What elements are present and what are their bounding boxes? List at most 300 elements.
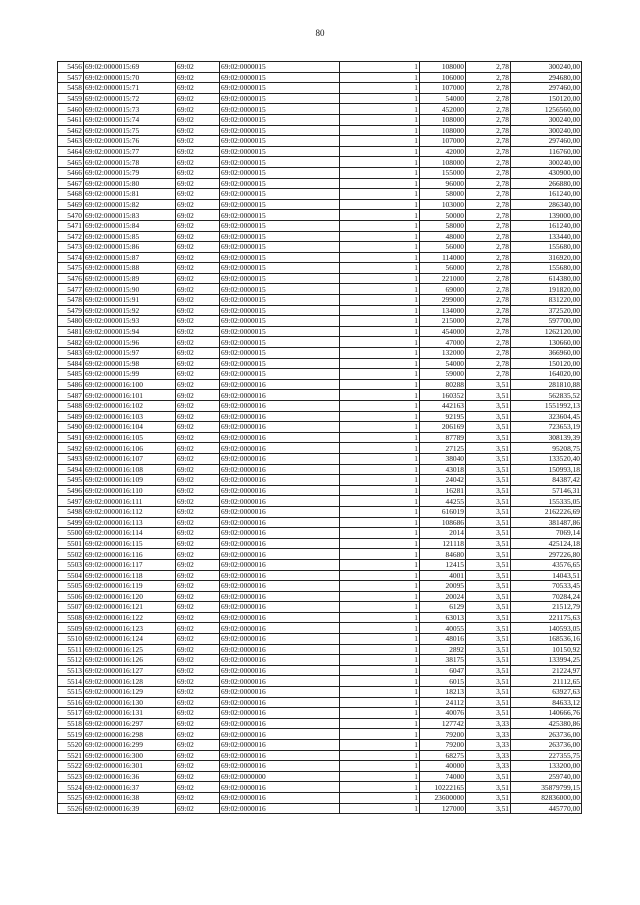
cadastral-number-cell: 69:02:0000016:102 [84, 401, 176, 412]
row-number-cell: 5457 [58, 72, 84, 83]
block-number-cell: 69:02:0000016 [220, 422, 340, 433]
area-cell: 24042 [420, 475, 466, 486]
block-number-cell: 69:02:0000015 [220, 157, 340, 168]
count-cell: 1 [340, 528, 420, 539]
specific-value-cell: 3,33 [466, 761, 511, 772]
area-cell: 108000 [420, 157, 466, 168]
cadastral-number-cell: 69:02:0000016:130 [84, 697, 176, 708]
table-row [58, 506, 582, 517]
specific-value-cell: 3,51 [466, 411, 511, 422]
block-number-cell: 69:02:0000016 [220, 485, 340, 496]
specific-value-cell: 3,51 [466, 570, 511, 581]
cadastral-value-cell: 259740,00 [511, 771, 582, 782]
specific-value-cell: 2,78 [466, 369, 511, 380]
specific-value-cell: 2,78 [466, 167, 511, 178]
block-number-cell: 69:02:0000015 [220, 146, 340, 157]
specific-value-cell: 2,78 [466, 295, 511, 306]
specific-value-cell: 3,51 [466, 390, 511, 401]
row-number-cell: 5474 [58, 252, 84, 263]
district-code-cell: 69:02 [176, 411, 220, 422]
block-number-cell: 69:02:0000015 [220, 326, 340, 337]
specific-value-cell: 3,51 [466, 453, 511, 464]
row-number-cell: 5480 [58, 316, 84, 327]
cadastral-value-cell: 2162226,69 [511, 506, 582, 517]
cadastral-number-cell: 69:02:0000016:125 [84, 644, 176, 655]
row-number-cell: 5484 [58, 358, 84, 369]
row-number-cell: 5499 [58, 517, 84, 528]
row-number-cell: 5470 [58, 210, 84, 221]
area-cell: 452000 [420, 104, 466, 115]
specific-value-cell: 3,51 [466, 517, 511, 528]
specific-value-cell: 2,78 [466, 62, 511, 73]
cadastral-number-cell: 69:02:0000016:111 [84, 496, 176, 507]
table-row [58, 167, 582, 178]
table-row [58, 390, 582, 401]
block-number-cell: 69:02:0000016 [220, 634, 340, 645]
block-number-cell: 69:02:0000016 [220, 623, 340, 634]
block-number-cell: 69:02:0000015 [220, 72, 340, 83]
cadastral-number-cell: 69:02:0000015:80 [84, 178, 176, 189]
district-code-cell: 69:02 [176, 125, 220, 136]
cadastral-number-cell: 69:02:0000016:116 [84, 549, 176, 560]
table-row [58, 782, 582, 793]
cadastral-value-cell: 1551992,13 [511, 401, 582, 412]
cadastral-number-cell: 69:02:0000015:89 [84, 273, 176, 284]
cadastral-value-cell: 57146,31 [511, 485, 582, 496]
table-row [58, 72, 582, 83]
district-code-cell: 69:02 [176, 295, 220, 306]
block-number-cell: 69:02:0000015 [220, 252, 340, 263]
count-cell: 1 [340, 718, 420, 729]
area-cell: 74000 [420, 771, 466, 782]
specific-value-cell: 3,51 [466, 634, 511, 645]
specific-value-cell: 3,51 [466, 401, 511, 412]
district-code-cell: 69:02 [176, 136, 220, 147]
cadastral-number-cell: 69:02:0000016:127 [84, 665, 176, 676]
block-number-cell: 69:02:0000015 [220, 337, 340, 348]
area-cell: 2014 [420, 528, 466, 539]
block-number-cell: 69:02:0000015 [220, 369, 340, 380]
count-cell: 1 [340, 506, 420, 517]
district-code-cell: 69:02 [176, 602, 220, 613]
count-cell: 1 [340, 316, 420, 327]
area-cell: 38175 [420, 655, 466, 666]
row-number-cell: 5495 [58, 475, 84, 486]
cadastral-number-cell: 69:02:0000016:297 [84, 718, 176, 729]
table-row [58, 316, 582, 327]
district-code-cell: 69:02 [176, 761, 220, 772]
row-number-cell: 5521 [58, 750, 84, 761]
cadastral-value-cell: 831220,00 [511, 295, 582, 306]
cadastral-value-cell: 155680,00 [511, 263, 582, 274]
cadastral-value-cell: 133520,40 [511, 453, 582, 464]
cadastral-value-cell: 63927,63 [511, 687, 582, 698]
area-cell: 47000 [420, 337, 466, 348]
count-cell: 1 [340, 782, 420, 793]
area-cell: 54000 [420, 93, 466, 104]
row-number-cell: 5524 [58, 782, 84, 793]
count-cell: 1 [340, 792, 420, 803]
specific-value-cell: 2,78 [466, 104, 511, 115]
block-number-cell: 69:02:0000016 [220, 432, 340, 443]
specific-value-cell: 3,33 [466, 750, 511, 761]
table-row [58, 422, 582, 433]
row-number-cell: 5487 [58, 390, 84, 401]
table-row [58, 369, 582, 380]
table-row [58, 517, 582, 528]
cadastral-number-cell: 69:02:0000015:94 [84, 326, 176, 337]
district-code-cell: 69:02 [176, 72, 220, 83]
table-row [58, 612, 582, 623]
area-cell: 68275 [420, 750, 466, 761]
count-cell: 1 [340, 634, 420, 645]
specific-value-cell: 2,78 [466, 316, 511, 327]
table-row [58, 358, 582, 369]
table-row [58, 220, 582, 231]
specific-value-cell: 3,51 [466, 581, 511, 592]
specific-value-cell: 3,51 [466, 475, 511, 486]
specific-value-cell: 3,51 [466, 485, 511, 496]
count-cell: 1 [340, 655, 420, 666]
cadastral-value-cell: 263736,00 [511, 740, 582, 751]
cadastral-number-cell: 69:02:0000015:74 [84, 114, 176, 125]
count-cell: 1 [340, 348, 420, 359]
cadastral-value-cell: 297460,00 [511, 136, 582, 147]
block-number-cell: 69:02:0000016 [220, 740, 340, 751]
cadastral-value-cell: 372520,00 [511, 305, 582, 316]
block-number-cell: 69:02:0000016 [220, 665, 340, 676]
cadastral-value-cell: 150120,00 [511, 93, 582, 104]
cadastral-value-cell: 133440,00 [511, 231, 582, 242]
area-cell: 454000 [420, 326, 466, 337]
area-cell: 442163 [420, 401, 466, 412]
area-cell: 121118 [420, 538, 466, 549]
cadastral-number-cell: 69:02:0000015:79 [84, 167, 176, 178]
count-cell: 1 [340, 453, 420, 464]
cadastral-number-cell: 69:02:0000015:98 [84, 358, 176, 369]
block-number-cell: 69:02:0000016 [220, 464, 340, 475]
area-cell: 20024 [420, 591, 466, 602]
area-cell: 299000 [420, 295, 466, 306]
block-number-cell: 69:02:0000016 [220, 687, 340, 698]
block-number-cell: 69:02:0000015 [220, 284, 340, 295]
specific-value-cell: 2,78 [466, 125, 511, 136]
district-code-cell: 69:02 [176, 792, 220, 803]
cadastral-value-cell: 139000,00 [511, 210, 582, 221]
page-number: 80 [315, 28, 325, 38]
cadastral-value-cell: 84387,42 [511, 475, 582, 486]
table-row [58, 697, 582, 708]
block-number-cell: 69:02:0000015 [220, 263, 340, 274]
table-row [58, 178, 582, 189]
specific-value-cell: 3,33 [466, 740, 511, 751]
area-cell: 63013 [420, 612, 466, 623]
row-number-cell: 5501 [58, 538, 84, 549]
cadastral-value-cell: 227355,75 [511, 750, 582, 761]
count-cell: 1 [340, 210, 420, 221]
table-row [58, 62, 582, 73]
table-row [58, 570, 582, 581]
district-code-cell: 69:02 [176, 464, 220, 475]
specific-value-cell: 3,51 [466, 655, 511, 666]
area-cell: 12415 [420, 559, 466, 570]
block-number-cell: 69:02:0000016 [220, 528, 340, 539]
cadastral-number-cell: 69:02:0000015:71 [84, 83, 176, 94]
area-cell: 134000 [420, 305, 466, 316]
table-row [58, 634, 582, 645]
area-cell: 4001 [420, 570, 466, 581]
district-code-cell: 69:02 [176, 496, 220, 507]
block-number-cell: 69:02:0000016 [220, 612, 340, 623]
table-row [58, 559, 582, 570]
area-cell: 20095 [420, 581, 466, 592]
count-cell: 1 [340, 729, 420, 740]
district-code-cell: 69:02 [176, 485, 220, 496]
row-number-cell: 5505 [58, 581, 84, 592]
cadastral-value-table [57, 61, 582, 814]
block-number-cell: 69:02:0000015 [220, 210, 340, 221]
area-cell: 42000 [420, 146, 466, 157]
count-cell: 1 [340, 72, 420, 83]
table-row [58, 718, 582, 729]
block-number-cell: 69:02:0000015 [220, 178, 340, 189]
count-cell: 1 [340, 83, 420, 94]
cadastral-value-cell: 10150,92 [511, 644, 582, 655]
table-row [58, 665, 582, 676]
block-number-cell: 69:02:0000016 [220, 761, 340, 772]
count-cell: 1 [340, 93, 420, 104]
cadastral-value-cell: 21112,65 [511, 676, 582, 687]
cadastral-number-cell: 69:02:0000015:90 [84, 284, 176, 295]
cadastral-number-cell: 69:02:0000016:117 [84, 559, 176, 570]
row-number-cell: 5469 [58, 199, 84, 210]
cadastral-value-cell: 21512,79 [511, 602, 582, 613]
row-number-cell: 5473 [58, 242, 84, 253]
row-number-cell: 5513 [58, 665, 84, 676]
count-cell: 1 [340, 422, 420, 433]
block-number-cell: 69:02:0000015 [220, 125, 340, 136]
table-row [58, 549, 582, 560]
cadastral-number-cell: 69:02:0000015:92 [84, 305, 176, 316]
row-number-cell: 5467 [58, 178, 84, 189]
table-row [58, 803, 582, 814]
area-cell: 48000 [420, 231, 466, 242]
cadastral-number-cell: 69:02:0000015:76 [84, 136, 176, 147]
cadastral-number-cell: 69:02:0000016:120 [84, 591, 176, 602]
count-cell: 1 [340, 157, 420, 168]
count-cell: 1 [340, 199, 420, 210]
count-cell: 1 [340, 242, 420, 253]
specific-value-cell: 3,51 [466, 443, 511, 454]
cadastral-number-cell: 69:02:0000016:122 [84, 612, 176, 623]
area-cell: 23600000 [420, 792, 466, 803]
area-cell: 43018 [420, 464, 466, 475]
table-row [58, 83, 582, 94]
area-cell: 206169 [420, 422, 466, 433]
count-cell: 1 [340, 559, 420, 570]
block-number-cell: 69:02:0000016 [220, 591, 340, 602]
specific-value-cell: 2,78 [466, 348, 511, 359]
block-number-cell: 69:02:0000015 [220, 295, 340, 306]
area-cell: 108000 [420, 62, 466, 73]
table-row [58, 295, 582, 306]
count-cell: 1 [340, 295, 420, 306]
table-row [58, 125, 582, 136]
district-code-cell: 69:02 [176, 634, 220, 645]
district-code-cell: 69:02 [176, 803, 220, 814]
area-cell: 92195 [420, 411, 466, 422]
row-number-cell: 5526 [58, 803, 84, 814]
cadastral-number-cell: 69:02:0000015:99 [84, 369, 176, 380]
table-row [58, 771, 582, 782]
block-number-cell: 69:02:0000016 [220, 517, 340, 528]
district-code-cell: 69:02 [176, 443, 220, 454]
district-code-cell: 69:02 [176, 771, 220, 782]
table-row [58, 337, 582, 348]
row-number-cell: 5463 [58, 136, 84, 147]
table-row [58, 644, 582, 655]
cadastral-number-cell: 69:02:0000016:105 [84, 432, 176, 443]
district-code-cell: 69:02 [176, 655, 220, 666]
count-cell: 1 [340, 602, 420, 613]
district-code-cell: 69:02 [176, 369, 220, 380]
specific-value-cell: 3,51 [466, 464, 511, 475]
area-cell: 40055 [420, 623, 466, 634]
row-number-cell: 5476 [58, 273, 84, 284]
cadastral-value-cell: 164020,00 [511, 369, 582, 380]
table-row [58, 581, 582, 592]
table-row [58, 284, 582, 295]
cadastral-number-cell: 69:02:0000016:300 [84, 750, 176, 761]
row-number-cell: 5477 [58, 284, 84, 295]
cadastral-number-cell: 69:02:0000016:121 [84, 602, 176, 613]
table-row [58, 761, 582, 772]
specific-value-cell: 2,78 [466, 358, 511, 369]
count-cell: 1 [340, 252, 420, 263]
cadastral-number-cell: 69:02:0000015:72 [84, 93, 176, 104]
district-code-cell: 69:02 [176, 506, 220, 517]
area-cell: 108686 [420, 517, 466, 528]
cadastral-value-cell: 263736,00 [511, 729, 582, 740]
district-code-cell: 69:02 [176, 665, 220, 676]
cadastral-number-cell: 69:02:0000015:93 [84, 316, 176, 327]
specific-value-cell: 2,78 [466, 337, 511, 348]
area-cell: 221000 [420, 273, 466, 284]
table-row [58, 136, 582, 147]
area-cell: 48016 [420, 634, 466, 645]
table-row [58, 528, 582, 539]
count-cell: 1 [340, 740, 420, 751]
district-code-cell: 69:02 [176, 559, 220, 570]
row-number-cell: 5464 [58, 146, 84, 157]
specific-value-cell: 2,78 [466, 157, 511, 168]
district-code-cell: 69:02 [176, 348, 220, 359]
count-cell: 1 [340, 676, 420, 687]
table-row [58, 538, 582, 549]
cadastral-value-cell: 597700,00 [511, 316, 582, 327]
specific-value-cell: 2,78 [466, 252, 511, 263]
row-number-cell: 5525 [58, 792, 84, 803]
row-number-cell: 5504 [58, 570, 84, 581]
count-cell: 1 [340, 220, 420, 231]
count-cell: 1 [340, 697, 420, 708]
row-number-cell: 5494 [58, 464, 84, 475]
count-cell: 1 [340, 284, 420, 295]
cadastral-value-cell: 281810,88 [511, 379, 582, 390]
area-cell: 107000 [420, 83, 466, 94]
cadastral-number-cell: 69:02:0000016:126 [84, 655, 176, 666]
table-row [58, 146, 582, 157]
table-row [58, 104, 582, 115]
block-number-cell: 69:02:0000016 [220, 655, 340, 666]
block-number-cell: 69:02:0000015 [220, 83, 340, 94]
district-code-cell: 69:02 [176, 581, 220, 592]
district-code-cell: 69:02 [176, 676, 220, 687]
cadastral-value-cell: 191820,00 [511, 284, 582, 295]
table-row [58, 305, 582, 316]
row-number-cell: 5490 [58, 422, 84, 433]
cadastral-value-cell: 133994,25 [511, 655, 582, 666]
area-cell: 56000 [420, 242, 466, 253]
count-cell: 1 [340, 305, 420, 316]
area-cell: 16281 [420, 485, 466, 496]
count-cell: 1 [340, 687, 420, 698]
row-number-cell: 5491 [58, 432, 84, 443]
district-code-cell: 69:02 [176, 782, 220, 793]
cadastral-number-cell: 69:02:0000016:124 [84, 634, 176, 645]
area-cell: 56000 [420, 263, 466, 274]
cadastral-value-cell: 155335,05 [511, 496, 582, 507]
specific-value-cell: 2,78 [466, 284, 511, 295]
specific-value-cell: 3,51 [466, 803, 511, 814]
block-number-cell: 69:02:0000015 [220, 189, 340, 200]
district-code-cell: 69:02 [176, 432, 220, 443]
cadastral-number-cell: 69:02:0000016:113 [84, 517, 176, 528]
area-cell: 44255 [420, 496, 466, 507]
row-number-cell: 5459 [58, 93, 84, 104]
count-cell: 1 [340, 146, 420, 157]
area-cell: 38040 [420, 453, 466, 464]
cadastral-value-cell: 150120,00 [511, 358, 582, 369]
row-number-cell: 5493 [58, 453, 84, 464]
table-row [58, 189, 582, 200]
row-number-cell: 5523 [58, 771, 84, 782]
cadastral-number-cell: 69:02:0000016:100 [84, 379, 176, 390]
cadastral-number-cell: 69:02:0000015:86 [84, 242, 176, 253]
table-row [58, 464, 582, 475]
specific-value-cell: 3,51 [466, 559, 511, 570]
cadastral-value-cell: 286340,00 [511, 199, 582, 210]
specific-value-cell: 2,78 [466, 242, 511, 253]
row-number-cell: 5472 [58, 231, 84, 242]
district-code-cell: 69:02 [176, 591, 220, 602]
cadastral-value-cell: 1256560,00 [511, 104, 582, 115]
cadastral-value-cell: 155680,00 [511, 242, 582, 253]
specific-value-cell: 3,51 [466, 697, 511, 708]
district-code-cell: 69:02 [176, 189, 220, 200]
specific-value-cell: 2,78 [466, 210, 511, 221]
cadastral-value-cell: 140593,05 [511, 623, 582, 634]
specific-value-cell: 3,51 [466, 591, 511, 602]
block-number-cell: 69:02:0000016 [220, 729, 340, 740]
row-number-cell: 5500 [58, 528, 84, 539]
row-number-cell: 5508 [58, 612, 84, 623]
table-row [58, 792, 582, 803]
row-number-cell: 5461 [58, 114, 84, 125]
area-cell: 106000 [420, 72, 466, 83]
row-number-cell: 5506 [58, 591, 84, 602]
cadastral-value-cell: 723653,19 [511, 422, 582, 433]
